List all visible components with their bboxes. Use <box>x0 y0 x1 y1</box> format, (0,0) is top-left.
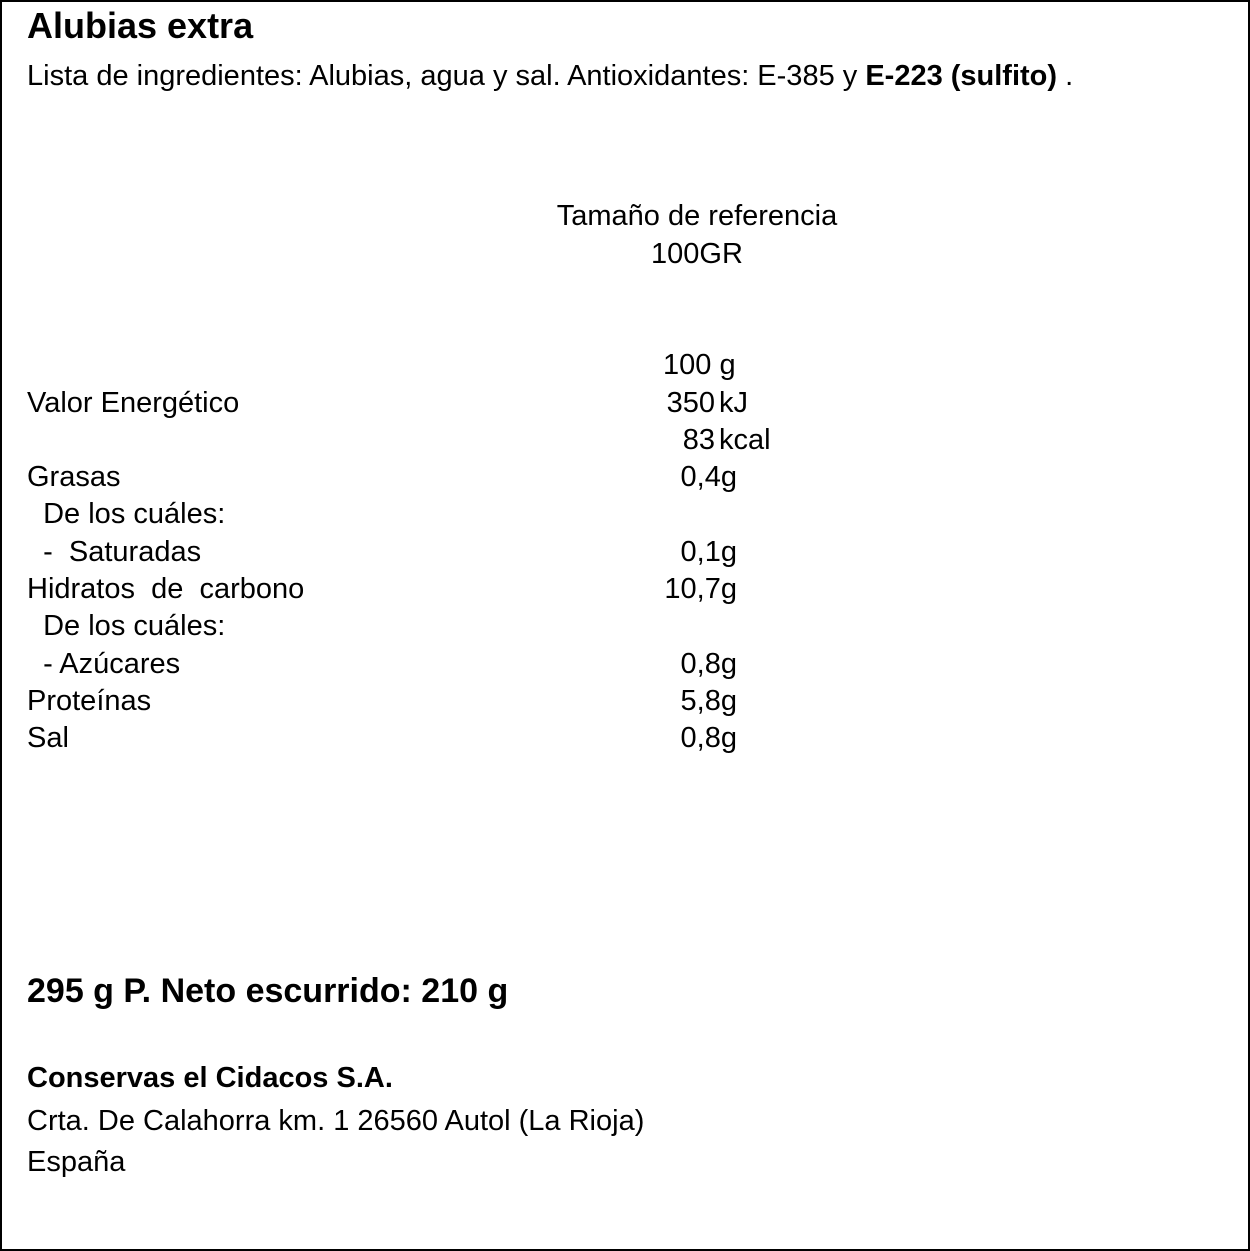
nutrient-value: 0,8g <box>680 722 737 754</box>
nutrient-label: - Azúcares <box>27 648 181 680</box>
energy-kcal-value: 83 <box>682 424 715 456</box>
nutrient-value: 0,4g <box>680 461 737 493</box>
energy-kj-value: 350 <box>666 387 715 419</box>
manufacturer-country: España <box>27 1146 126 1178</box>
nutrient-value: 10,7g <box>664 573 737 605</box>
manufacturer-address: Crta. De Calahorra km. 1 26560 Autol (La Rioja) <box>27 1105 645 1137</box>
ingredients-list <box>27 58 1127 94</box>
nutrient-value: 0,8g <box>680 648 737 680</box>
reference-size-value: 100GR <box>651 238 743 270</box>
energy-kj-unit: kJ <box>719 387 748 419</box>
nutrient-label: Grasas <box>27 461 121 493</box>
energy-label: Valor Energético <box>27 387 240 419</box>
nutrition-column-header: 100 g <box>663 349 736 381</box>
nutrient-label: - Saturadas <box>27 536 202 568</box>
manufacturer-name: Conservas el Cidacos S.A. <box>27 1062 393 1094</box>
nutrient-label: Hidratos de carbono <box>27 573 305 605</box>
allergen-text: E-223 (sulfito) <box>865 60 1058 92</box>
nutrient-label: Proteínas <box>27 685 152 717</box>
nutrient-sublabel: De los cuáles: <box>27 610 226 642</box>
nutrient-sublabel: De los cuáles: <box>27 498 226 530</box>
nutrient-value: 5,8g <box>680 685 737 717</box>
product-title: Alubias extra <box>27 5 254 46</box>
ingredients-end: . <box>1057 60 1074 92</box>
ingredients-text: Lista de ingredientes: Alubias, agua y sal. Antioxidantes: E-385 y <box>27 60 866 92</box>
reference-size-label: Tamaño de referencia <box>556 200 838 232</box>
energy-kcal-unit: kcal <box>719 424 771 456</box>
nutrient-value: 0,1g <box>680 536 737 568</box>
net-weight: 295 g P. Neto escurrido: 210 g <box>27 972 509 1010</box>
nutrient-label: Sal <box>27 722 69 754</box>
